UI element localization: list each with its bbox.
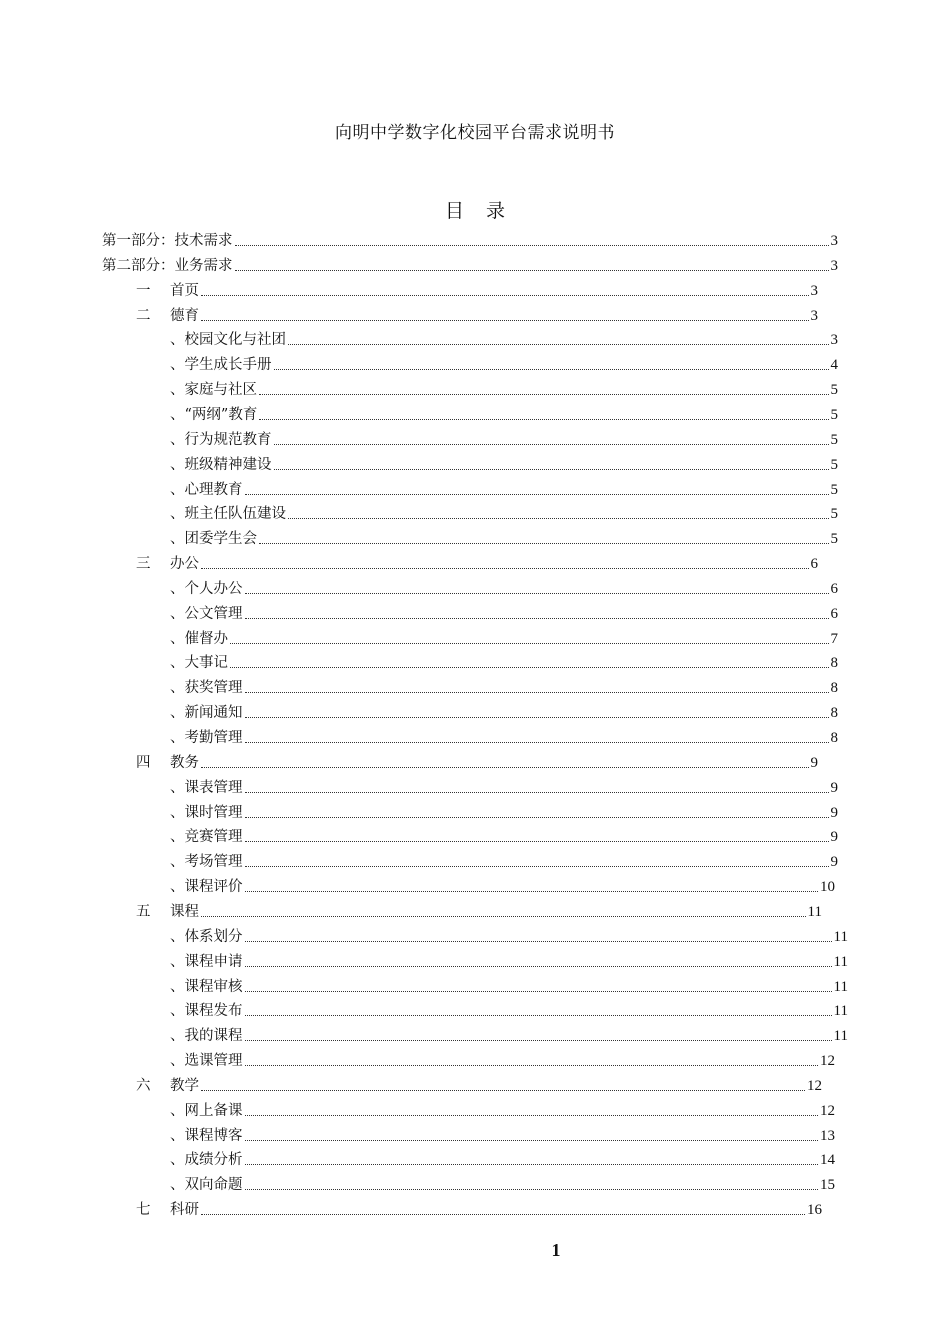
toc-entry[interactable] — [170, 1026, 848, 1046]
toc-entry-title: 、课时管理 — [170, 805, 243, 821]
toc-entry[interactable] — [170, 977, 848, 997]
toc-entry-page: 5 — [830, 531, 838, 547]
toc-dot-leader — [259, 419, 828, 420]
toc-entry-title: 、课程发布 — [170, 1003, 243, 1019]
toc-entry-page: 15 — [820, 1177, 835, 1193]
toc-entry-page: 5 — [830, 382, 838, 398]
toc-entry-page: 5 — [830, 407, 838, 423]
toc-entry[interactable] — [170, 927, 848, 947]
toc-entry[interactable] — [170, 778, 838, 798]
toc-entry-number: 五 — [136, 904, 151, 920]
toc-entry-title: 、班主任队伍建设 — [170, 506, 286, 522]
toc-dot-leader — [230, 667, 829, 668]
toc-entry-title: 、团委学生会 — [170, 531, 257, 547]
toc-entry[interactable] — [170, 405, 838, 425]
toc-dot-leader — [274, 469, 829, 470]
toc-entry-page: 3 — [830, 233, 838, 249]
toc-entry-title: 、考场管理 — [170, 854, 243, 870]
toc-dot-leader — [274, 444, 829, 445]
toc-entry[interactable] — [102, 231, 838, 251]
toc-entry[interactable] — [170, 455, 838, 475]
toc-dot-leader — [201, 916, 806, 917]
toc-entry[interactable] — [136, 1076, 822, 1096]
toc-entry-page: 9 — [810, 755, 818, 771]
toc-dot-leader — [245, 1115, 819, 1116]
toc-entry-page: 3 — [810, 308, 818, 324]
toc-entry-number: 七 — [136, 1202, 151, 1218]
toc-entry[interactable] — [170, 852, 838, 872]
toc-entry[interactable] — [170, 728, 838, 748]
toc-dot-leader — [230, 643, 829, 644]
toc-entry-number: 二 — [136, 308, 151, 324]
toc-entry-page: 12 — [807, 1078, 822, 1094]
toc-entry-page: 11 — [833, 979, 848, 995]
toc-entry-title: 、体系划分 — [170, 929, 243, 945]
toc-entry[interactable] — [170, 653, 838, 673]
toc-entry-page: 3 — [830, 332, 838, 348]
toc-dot-leader — [201, 767, 809, 768]
toc-entry-page: 10 — [820, 879, 835, 895]
toc-entry-page: 8 — [830, 730, 838, 746]
toc-dot-leader — [245, 1015, 832, 1016]
toc-entry-page: 6 — [830, 606, 838, 622]
toc-entry-page: 6 — [810, 556, 818, 572]
toc-dot-leader — [245, 817, 829, 818]
toc-entry-title: 、家庭与社区 — [170, 382, 257, 398]
toc-entry[interactable] — [136, 902, 822, 922]
toc-entry-title: 课程 — [170, 904, 199, 920]
toc-entry-number: 一 — [136, 283, 151, 299]
document-title: 向明中学数字化校园平台需求说明书 — [335, 123, 615, 143]
toc-entry-page: 3 — [810, 283, 818, 299]
toc-entry-page: 5 — [830, 457, 838, 473]
toc-entry-title: 办公 — [170, 556, 199, 572]
toc-entry-page: 5 — [830, 482, 838, 498]
toc-dot-leader — [245, 1164, 819, 1165]
toc-entry[interactable] — [102, 256, 838, 276]
toc-entry-page: 9 — [830, 829, 838, 845]
toc-dot-leader — [201, 1214, 805, 1215]
toc-entry[interactable] — [136, 281, 818, 301]
toc-entry-page: 12 — [820, 1103, 835, 1119]
toc-dot-leader — [245, 841, 829, 842]
toc-entry-page: 8 — [830, 655, 838, 671]
toc-dot-leader — [245, 792, 829, 793]
toc-entry-title: 、大事记 — [170, 655, 228, 671]
toc-dot-leader — [288, 518, 829, 519]
toc-dot-leader — [245, 866, 829, 867]
toc-dot-leader — [245, 1189, 819, 1190]
toc-entry-page: 7 — [830, 631, 838, 647]
toc-entry[interactable] — [170, 380, 838, 400]
toc-entry[interactable] — [170, 703, 838, 723]
toc-entry[interactable] — [170, 355, 838, 375]
toc-entry-number: 四 — [136, 755, 151, 771]
toc-dot-leader — [201, 568, 809, 569]
toc-entry-title: 、公文管理 — [170, 606, 243, 622]
toc-entry-title: 、网上备课 — [170, 1103, 243, 1119]
toc-entry[interactable] — [170, 952, 848, 972]
toc-entry[interactable] — [170, 504, 838, 524]
toc-entry-title: 、个人办公 — [170, 581, 243, 597]
toc-dot-leader — [245, 941, 832, 942]
toc-entry-page: 5 — [830, 506, 838, 522]
toc-entry-page: 9 — [830, 854, 838, 870]
toc-dot-leader — [274, 369, 829, 370]
toc-dot-leader — [245, 742, 829, 743]
toc-entry-title: 、竞赛管理 — [170, 829, 243, 845]
toc-entry[interactable] — [170, 678, 838, 698]
toc-entry-page: 13 — [820, 1128, 835, 1144]
toc-entry-title: 、课程博客 — [170, 1128, 243, 1144]
toc-dot-leader — [259, 543, 829, 544]
toc-entry[interactable] — [136, 306, 818, 326]
toc-entry-page: 6 — [830, 581, 838, 597]
toc-entry-page: 11 — [833, 929, 848, 945]
toc-entry[interactable] — [170, 430, 838, 450]
toc-dot-leader — [288, 344, 829, 345]
toc-entry[interactable] — [170, 1175, 835, 1195]
toc-entry[interactable] — [170, 480, 838, 500]
toc-entry-title: 、课表管理 — [170, 780, 243, 796]
toc-entry-page: 14 — [820, 1152, 835, 1168]
toc-entry-page: 8 — [830, 680, 838, 696]
toc-entry-number: 三 — [136, 556, 151, 572]
toc-dot-leader — [235, 245, 829, 246]
toc-entry[interactable] — [170, 1150, 835, 1170]
toc-entry-title: 教学 — [170, 1078, 199, 1094]
toc-entry-title: 、成绩分析 — [170, 1152, 243, 1168]
toc-entry-title: 第一部分：技术需求 — [102, 233, 233, 249]
toc-entry-title: 、获奖管理 — [170, 680, 243, 696]
toc-entry-number: 六 — [136, 1078, 151, 1094]
toc-entry-page: 9 — [830, 805, 838, 821]
toc-entry-title: 、选课管理 — [170, 1053, 243, 1069]
toc-entry-title: 、我的课程 — [170, 1028, 243, 1044]
toc-heading: 目 录 — [444, 200, 506, 222]
toc-entry-title: 、校园文化与社团 — [170, 332, 286, 348]
toc-entry-page: 8 — [830, 705, 838, 721]
toc-entry[interactable] — [170, 579, 838, 599]
toc-entry-title: 、课程申请 — [170, 954, 243, 970]
toc-entry-page: 9 — [830, 780, 838, 796]
toc-entry[interactable] — [170, 529, 838, 549]
toc-entry-page: 12 — [820, 1053, 835, 1069]
toc-entry[interactable] — [136, 1200, 822, 1220]
toc-entry[interactable] — [136, 753, 818, 773]
toc-entry-title: 第二部分：业务需求 — [102, 258, 233, 274]
toc-dot-leader — [245, 991, 832, 992]
toc-entry[interactable] — [170, 827, 838, 847]
toc-entry-title: 、催督办 — [170, 631, 228, 647]
toc-entry[interactable] — [170, 803, 838, 823]
toc-entry-title: 、心理教育 — [170, 482, 243, 498]
toc-entry[interactable] — [136, 554, 818, 574]
toc-entry-page: 4 — [830, 357, 838, 373]
toc-entry-page: 3 — [830, 258, 838, 274]
toc-dot-leader — [235, 270, 829, 271]
toc-entry[interactable] — [170, 877, 835, 897]
toc-dot-leader — [245, 618, 829, 619]
toc-entry[interactable] — [170, 1126, 835, 1146]
toc-dot-leader — [201, 1090, 805, 1091]
toc-entry-page: 16 — [807, 1202, 822, 1218]
toc-dot-leader — [245, 891, 819, 892]
toc-entry-title: 、班级精神建设 — [170, 457, 272, 473]
toc-dot-leader — [201, 320, 809, 321]
toc-entry-title: 、考勤管理 — [170, 730, 243, 746]
toc-entry-page: 11 — [807, 904, 822, 920]
toc-entry[interactable] — [170, 1051, 835, 1071]
toc-entry-title: 教务 — [170, 755, 199, 771]
toc-entry-title: 、行为规范教育 — [170, 432, 272, 448]
toc-entry-title: 、课程审核 — [170, 979, 243, 995]
toc-entry[interactable] — [170, 1101, 835, 1121]
toc-dot-leader — [259, 394, 829, 395]
toc-dot-leader — [245, 1040, 832, 1041]
toc-dot-leader — [245, 692, 829, 693]
toc-entry[interactable] — [170, 330, 838, 350]
toc-entry-title: 、学生成长手册 — [170, 357, 272, 373]
toc-entry-title: 、双向命题 — [170, 1177, 243, 1193]
toc-dot-leader — [245, 1140, 819, 1141]
toc-dot-leader — [245, 593, 829, 594]
toc-entry-title: 、课程评价 — [170, 879, 243, 895]
toc-entry-title: 、“两纲”教育 — [170, 407, 258, 423]
toc-dot-leader — [245, 1065, 819, 1066]
toc-entry-title: 、新闻通知 — [170, 705, 243, 721]
toc-dot-leader — [245, 717, 829, 718]
toc-entry[interactable] — [170, 604, 838, 624]
toc-entry-page: 5 — [830, 432, 838, 448]
toc-dot-leader — [201, 295, 809, 296]
toc-dot-leader — [245, 494, 829, 495]
toc-entry-page: 11 — [833, 1003, 848, 1019]
toc-entry-page: 11 — [833, 1028, 848, 1044]
toc-entry[interactable] — [170, 1001, 848, 1021]
toc-dot-leader — [245, 966, 832, 967]
toc-entry-title: 德育 — [170, 308, 199, 324]
page-number: 1 — [551, 1240, 561, 1260]
toc-entry-title: 科研 — [170, 1202, 199, 1218]
toc-entry[interactable] — [170, 629, 838, 649]
toc-entry-page: 11 — [833, 954, 848, 970]
toc-entry-title: 首页 — [170, 283, 199, 299]
